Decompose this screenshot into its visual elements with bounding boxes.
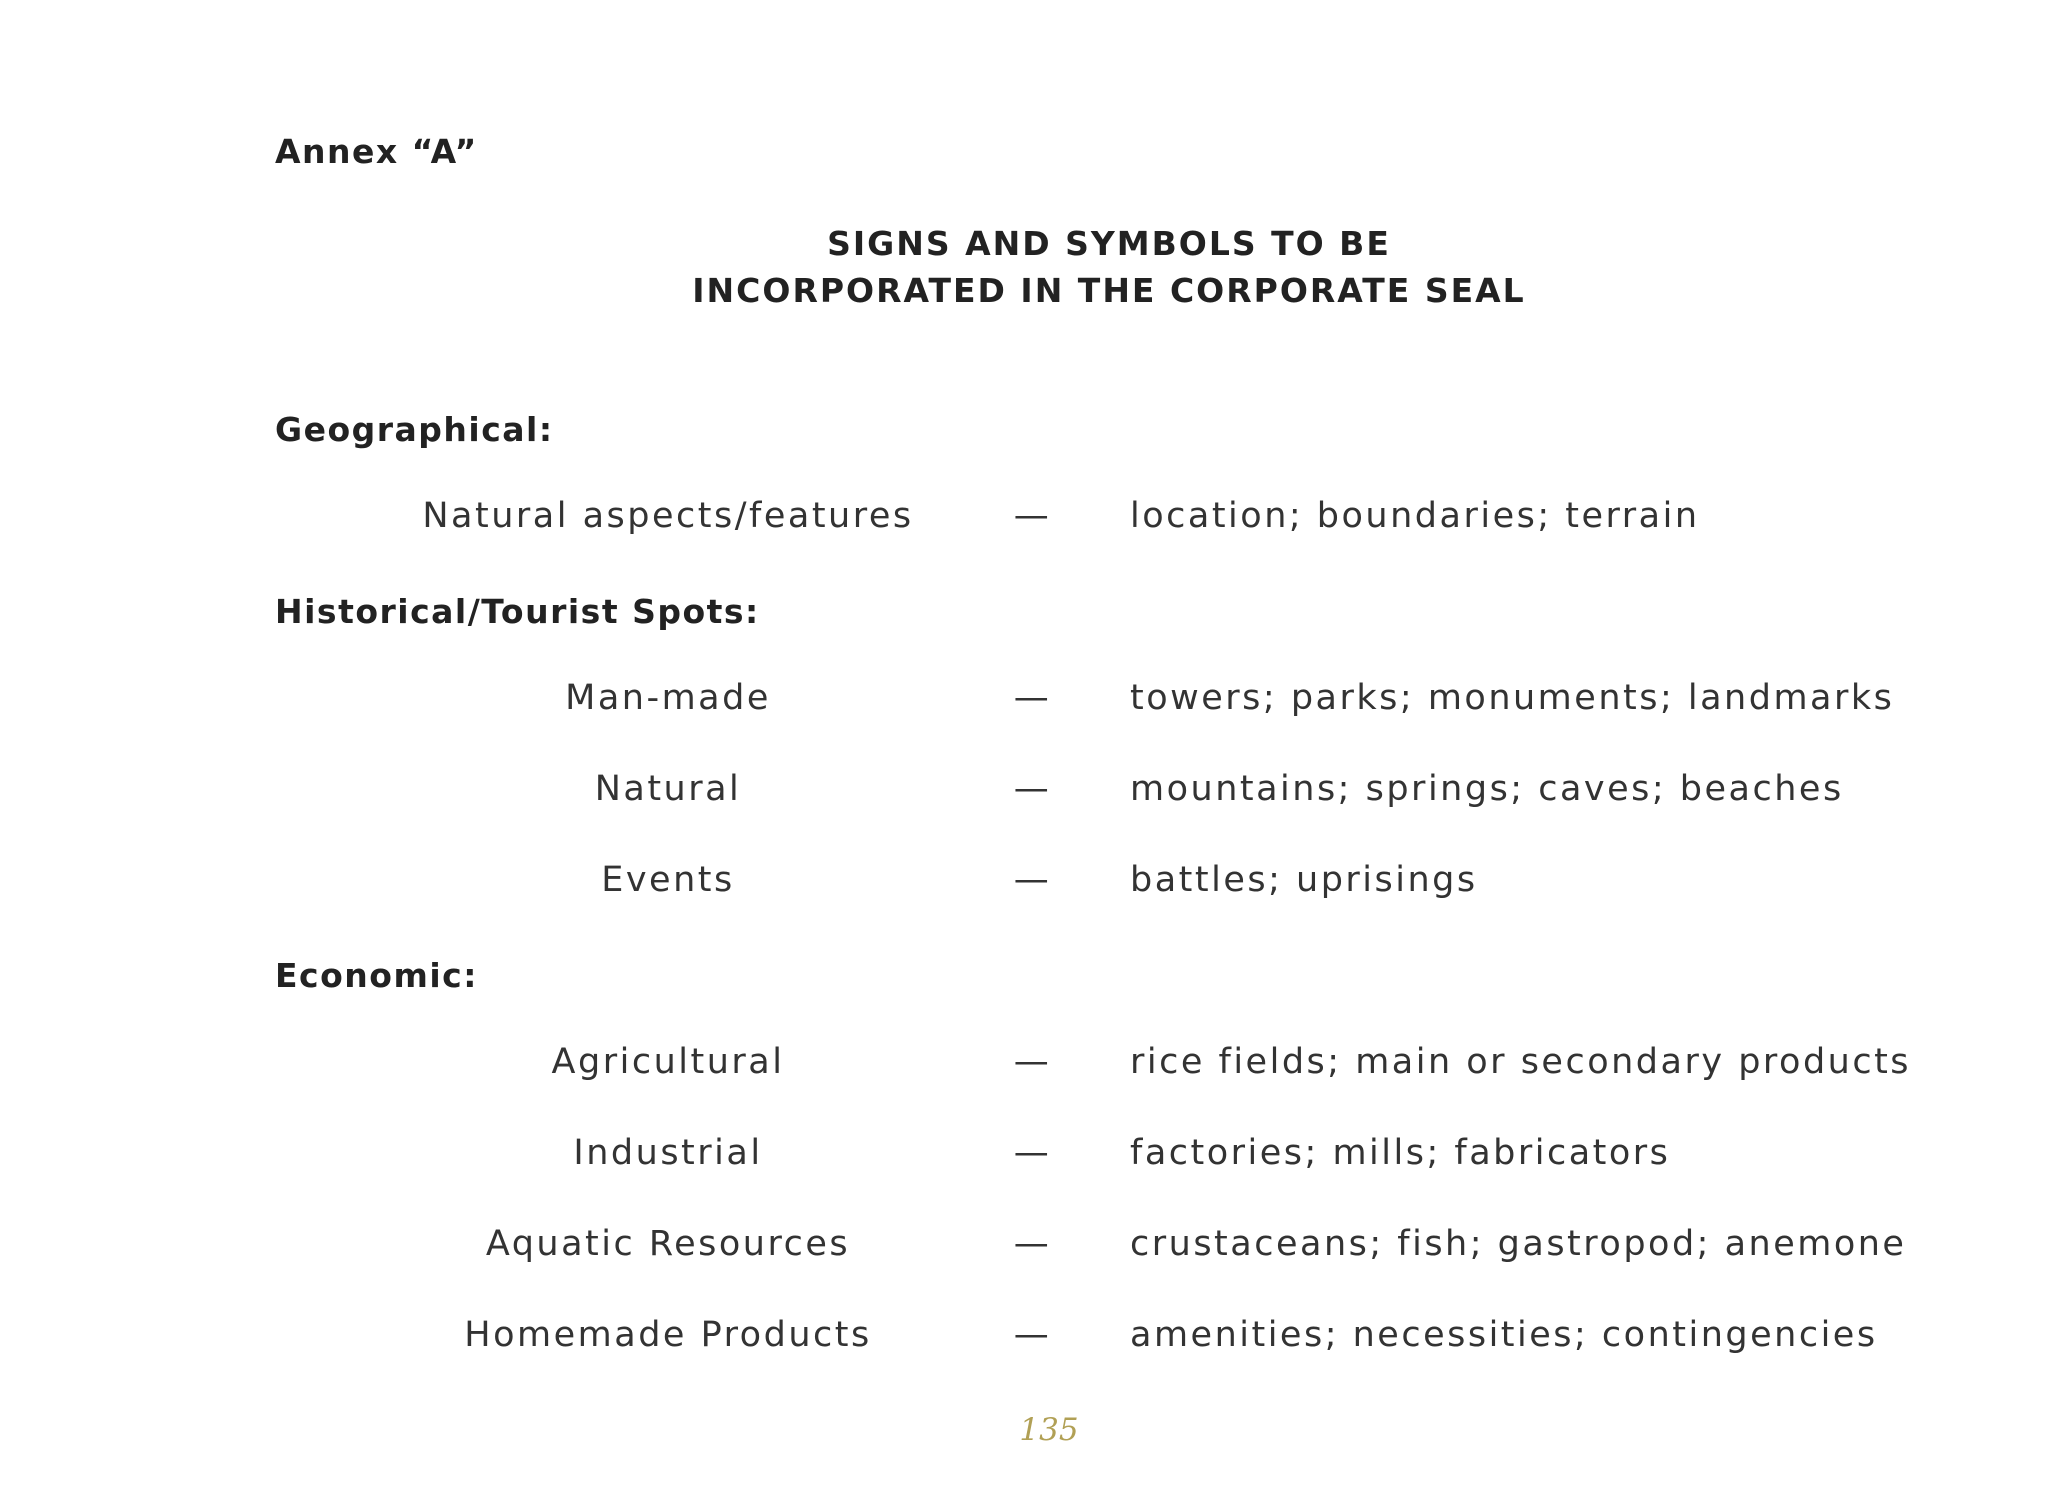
entry-description: mountains; springs; caves; beaches — [1130, 769, 1844, 809]
section-heading-economic: Economic: — [275, 956, 478, 995]
entry-row — [0, 1042, 2048, 1090]
em-dash: — — [1013, 1315, 1052, 1355]
page-number — [0, 1412, 2048, 1448]
entry-term: Man-made — [565, 678, 771, 718]
page-number-text: 135 — [1019, 1412, 1079, 1448]
entry-description: towers; parks; monuments; landmarks — [1130, 678, 1895, 718]
entry-term: Natural aspects/features — [422, 496, 914, 536]
em-dash: — — [1013, 1042, 1052, 1082]
entry-row — [0, 1224, 2048, 1272]
em-dash: — — [1013, 1224, 1052, 1264]
entry-row — [0, 678, 2048, 726]
section-heading-historical: Historical/Tourist Spots: — [275, 592, 760, 631]
entry-term: Homemade Products — [464, 1315, 872, 1355]
entry-description: battles; uprisings — [1130, 860, 1478, 900]
entry-term: Industrial — [573, 1133, 763, 1173]
annex-label: Annex “A” — [275, 132, 478, 171]
section-heading-geographical: Geographical: — [275, 410, 554, 449]
entry-row — [0, 496, 2048, 544]
entry-term: Agricultural — [551, 1042, 785, 1082]
em-dash: — — [1013, 496, 1052, 536]
entry-description: crustaceans; fish; gastropod; anemone — [1130, 1224, 1907, 1264]
em-dash: — — [1013, 860, 1052, 900]
em-dash: — — [1013, 678, 1052, 718]
title-line-2: INCORPORATED IN THE CORPORATE SEAL — [692, 271, 1526, 310]
document-title — [0, 220, 2048, 314]
em-dash: — — [1013, 1133, 1052, 1173]
entry-row — [0, 860, 2048, 908]
entry-description: amenities; necessities; contingencies — [1130, 1315, 1878, 1355]
entry-description: location; boundaries; terrain — [1130, 496, 1700, 536]
title-line-1: SIGNS AND SYMBOLS TO BE — [827, 224, 1391, 263]
entry-term: Natural — [594, 769, 742, 809]
entry-term: Aquatic Resources — [485, 1224, 851, 1264]
entry-term: Events — [601, 860, 735, 900]
em-dash: — — [1013, 769, 1052, 809]
entry-row — [0, 1315, 2048, 1363]
entry-description: rice fields; main or secondary products — [1130, 1042, 1912, 1082]
entry-row — [0, 1133, 2048, 1181]
entry-description: factories; mills; fabricators — [1130, 1133, 1671, 1173]
entry-row — [0, 769, 2048, 817]
